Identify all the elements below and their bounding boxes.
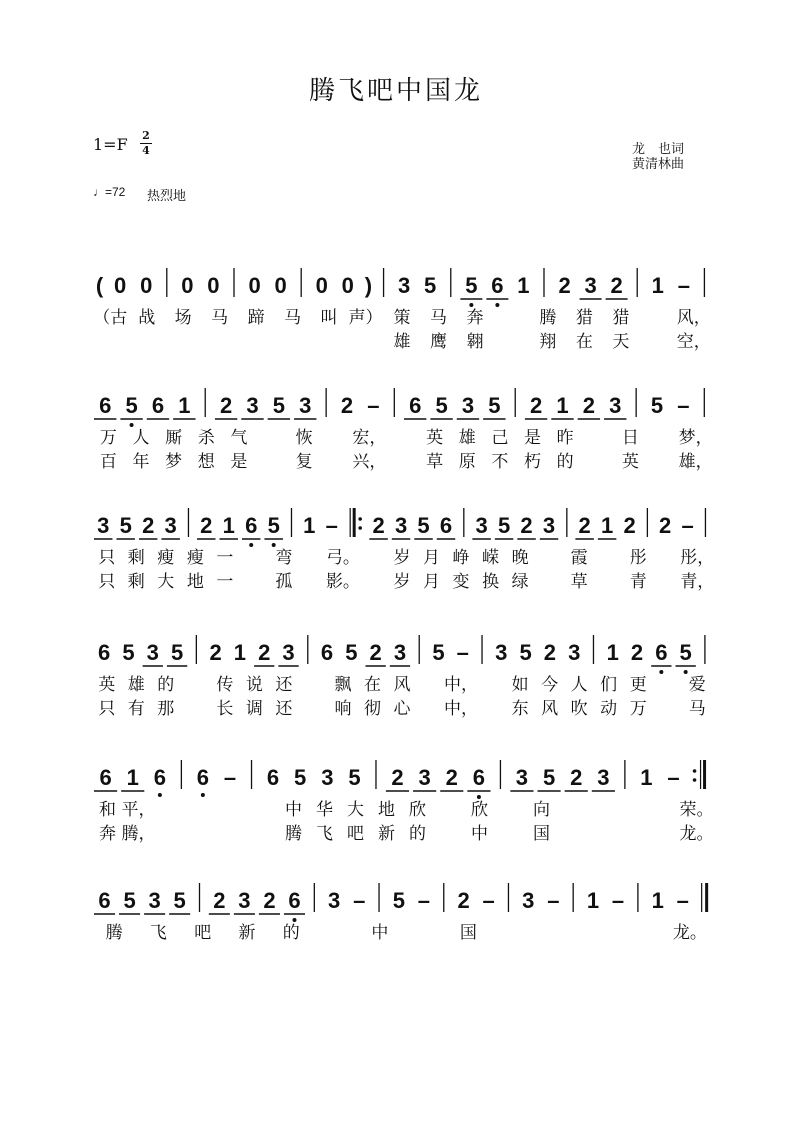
note: – bbox=[667, 765, 680, 790]
repeat-dot bbox=[358, 517, 362, 521]
lyric-char: 英 bbox=[621, 452, 639, 472]
note: 0 bbox=[140, 273, 153, 298]
lyric-char: 传 bbox=[216, 675, 234, 695]
note: 6 bbox=[196, 765, 210, 790]
lyric-char: 朽 bbox=[524, 452, 542, 472]
lyric-char: 心 bbox=[393, 699, 411, 719]
lyric-char: 还 bbox=[275, 699, 293, 719]
note: 5 bbox=[119, 513, 132, 538]
note: 2 bbox=[258, 640, 271, 665]
note: 3 bbox=[282, 640, 295, 665]
note: 3 bbox=[148, 888, 161, 913]
composer-credit: 黄清林曲 bbox=[632, 157, 685, 172]
lyric-char: 换 bbox=[482, 572, 500, 592]
note: 2 bbox=[213, 888, 226, 913]
lyric-char: 中 bbox=[371, 923, 389, 943]
lyric-char: 翔 bbox=[539, 332, 557, 352]
note: 2 bbox=[570, 765, 583, 790]
lyric-char: 剩 bbox=[127, 548, 145, 568]
note: 1 bbox=[600, 513, 614, 538]
lyric-char: 一 bbox=[216, 548, 234, 568]
lyric-char: 叫 bbox=[320, 308, 338, 328]
note: 0 bbox=[181, 273, 194, 298]
repeat-dot bbox=[358, 526, 362, 530]
lyric-char: 只 bbox=[98, 572, 116, 592]
note: 6 bbox=[245, 513, 258, 538]
lyric-char: 中 bbox=[471, 824, 488, 844]
lyric-char: 的 bbox=[556, 452, 574, 472]
note: 6 bbox=[98, 888, 111, 913]
note: 3 bbox=[299, 393, 312, 418]
lyric-char: 说 bbox=[245, 675, 263, 695]
note: 5 bbox=[392, 888, 405, 913]
lyric-char: 吧 bbox=[347, 824, 364, 844]
note: 6 bbox=[320, 640, 334, 665]
lyric-char: 不 bbox=[491, 452, 509, 472]
lyric-char: 奔 bbox=[466, 308, 484, 328]
lyric-char: 只 bbox=[98, 548, 116, 568]
lyric-char: 中， bbox=[444, 675, 479, 695]
lyric-char: 宏， bbox=[352, 428, 387, 448]
note: 2 bbox=[529, 393, 543, 418]
note: 5 bbox=[519, 640, 532, 665]
low-octave-dot bbox=[659, 670, 663, 674]
low-octave-dot bbox=[495, 303, 499, 307]
lyric-char: 人 bbox=[570, 675, 588, 695]
lyric-char: 马 bbox=[211, 308, 229, 328]
lyric-char: 月 bbox=[423, 572, 441, 592]
lyric-char: 飘 bbox=[334, 675, 352, 695]
lyric-char: 欣 bbox=[409, 800, 426, 820]
parenthesis: ) bbox=[364, 273, 373, 298]
note: 0 bbox=[274, 273, 287, 298]
lyric-char: 华 bbox=[316, 800, 333, 820]
note: 2 bbox=[142, 513, 155, 538]
note: 6 bbox=[655, 640, 668, 665]
note: 3 bbox=[495, 640, 508, 665]
note: 1 bbox=[640, 765, 653, 790]
lyric-char: 百 bbox=[99, 452, 117, 472]
lyric-char: 风 bbox=[541, 699, 559, 719]
lyric-char: 大 bbox=[347, 800, 364, 820]
lyric-char: 腾 bbox=[539, 308, 557, 328]
note: 1 bbox=[222, 513, 235, 538]
note: 5 bbox=[424, 273, 437, 298]
lyric-char: 日 bbox=[621, 428, 639, 448]
note: 2 bbox=[457, 888, 470, 913]
note: 0 bbox=[248, 273, 261, 298]
lyric-char: 气 bbox=[230, 428, 248, 448]
lyric-char: 英 bbox=[426, 428, 444, 448]
note: 2 bbox=[630, 640, 644, 665]
lyric-char: 鹰 bbox=[429, 332, 447, 352]
lyric-char: 的 bbox=[157, 675, 175, 695]
lyric-char: 兴， bbox=[352, 452, 387, 472]
lyric-char: 龙。 bbox=[679, 824, 714, 844]
lyric-char: 想 bbox=[197, 452, 215, 472]
note: 3 bbox=[609, 393, 622, 418]
note: 3 bbox=[394, 513, 408, 538]
lyric-char: 更 bbox=[629, 675, 647, 695]
note: – bbox=[456, 640, 469, 665]
note: 2 bbox=[200, 513, 213, 538]
note: 1 bbox=[517, 273, 530, 298]
note: 5 bbox=[294, 765, 307, 790]
note: 2 bbox=[623, 513, 636, 538]
lyric-char: 雄， bbox=[678, 452, 713, 472]
note: 5 bbox=[272, 393, 286, 418]
note: 6 bbox=[151, 393, 165, 418]
lyric-char: 风， bbox=[676, 308, 711, 328]
note: 3 bbox=[475, 513, 488, 538]
note: 3 bbox=[515, 765, 529, 790]
note: 1 bbox=[233, 640, 247, 665]
lyric-char: 和 bbox=[99, 800, 116, 820]
note: 5 bbox=[679, 640, 692, 665]
lyric-char: 瘦 bbox=[186, 548, 204, 568]
note: 3 bbox=[238, 888, 251, 913]
note: 3 bbox=[97, 513, 110, 538]
lyric-char: 一 bbox=[216, 572, 234, 592]
lyric-char: 地 bbox=[378, 800, 395, 820]
note: 2 bbox=[578, 513, 591, 538]
lyric-char: 向 bbox=[533, 800, 550, 820]
lyric-char: 雄 bbox=[393, 332, 411, 352]
lyric-char: 草 bbox=[570, 572, 588, 592]
lyric-char: 猎 bbox=[575, 308, 593, 328]
note: 2 bbox=[209, 640, 222, 665]
note: 5 bbox=[123, 888, 136, 913]
note: 6 bbox=[266, 765, 280, 790]
lyric-char: 在 bbox=[575, 332, 593, 352]
low-octave-dot bbox=[272, 543, 276, 547]
lyric-char: 如 bbox=[511, 675, 529, 695]
note: 6 bbox=[491, 273, 504, 298]
lyric-char: 原 bbox=[458, 452, 476, 472]
tempo-value: =72 bbox=[105, 185, 126, 199]
low-octave-dot bbox=[130, 423, 134, 427]
lyric-char: 新 bbox=[378, 824, 395, 844]
lyric-char: 彻 bbox=[363, 699, 381, 719]
note: 5 bbox=[345, 640, 358, 665]
note: 3 bbox=[146, 640, 159, 665]
note: – bbox=[547, 888, 560, 913]
note: 5 bbox=[170, 640, 184, 665]
lyric-char: 马 bbox=[688, 699, 706, 719]
lyric-char: 马 bbox=[429, 308, 447, 328]
lyric-char: 荣。 bbox=[679, 800, 714, 820]
lyric-char: 中 bbox=[285, 800, 302, 820]
lyric-char: （古 bbox=[93, 308, 128, 328]
lyric-char: 变 bbox=[452, 572, 470, 592]
lyric-char: 是 bbox=[524, 428, 542, 448]
note: 0 bbox=[114, 273, 127, 298]
note: 2 bbox=[445, 765, 458, 790]
note: 1 bbox=[651, 888, 664, 913]
note: 5 bbox=[650, 393, 664, 418]
lyric-char: 腾 bbox=[285, 824, 302, 844]
note: 1 bbox=[303, 513, 316, 538]
lyric-char: 嵘 bbox=[482, 548, 500, 568]
lyric-char: 空， bbox=[676, 332, 711, 352]
note: 3 bbox=[164, 513, 177, 538]
note: 0 bbox=[315, 273, 328, 298]
note: 1 bbox=[556, 393, 569, 418]
note: 2 bbox=[520, 513, 533, 538]
lyric-char: 的 bbox=[282, 923, 300, 943]
note: 6 bbox=[99, 765, 112, 790]
note: 6 bbox=[99, 393, 112, 418]
lyric-char: 彤， bbox=[680, 548, 715, 568]
note: 2 bbox=[543, 640, 557, 665]
lyric-char: 岁 bbox=[393, 548, 411, 568]
note: 1 bbox=[651, 273, 664, 298]
lyric-char: 万 bbox=[99, 428, 117, 448]
lyric-char: 调 bbox=[245, 699, 263, 719]
note: 1 bbox=[178, 393, 191, 418]
lyric-char: 风 bbox=[393, 675, 411, 695]
lyric-char: 复 bbox=[295, 452, 313, 472]
lyric-char: 厮 bbox=[165, 428, 183, 448]
lyric-char: 东 bbox=[511, 699, 529, 719]
note: 2 bbox=[558, 273, 571, 298]
lyric-char: 青 bbox=[629, 572, 647, 592]
low-octave-dot bbox=[201, 793, 205, 797]
lyric-char: 响 bbox=[334, 699, 352, 719]
lyric-char: 彤 bbox=[629, 548, 647, 568]
low-octave-dot bbox=[158, 793, 162, 797]
lyric-char: 杀 bbox=[197, 428, 215, 448]
note: 3 bbox=[246, 393, 259, 418]
lyric-char: 动 bbox=[600, 699, 618, 719]
note: 3 bbox=[568, 640, 581, 665]
repeat-dot bbox=[693, 769, 697, 773]
note: 2 bbox=[340, 393, 354, 418]
lyric-char: 梦， bbox=[678, 428, 713, 448]
lyric-char: 吹 bbox=[570, 699, 588, 719]
lyric-char: 策 bbox=[393, 308, 411, 328]
lyric-char: 瘦 bbox=[157, 548, 175, 568]
low-octave-dot bbox=[469, 303, 473, 307]
song-title: 腾飞吧中国龙 bbox=[308, 76, 483, 106]
note: 2 bbox=[219, 393, 233, 418]
lyric-char: 战 bbox=[138, 308, 156, 328]
note: 6 bbox=[472, 765, 486, 790]
lyric-char: 马 bbox=[284, 308, 302, 328]
low-octave-dot bbox=[292, 918, 296, 922]
note: 6 bbox=[409, 393, 422, 418]
lyric-char: 雄 bbox=[458, 428, 476, 448]
lyric-char: 腾， bbox=[121, 824, 156, 844]
lyric-char: 翱 bbox=[466, 332, 484, 352]
lyric-char: 场 bbox=[174, 308, 192, 328]
lyric-char: 万 bbox=[629, 699, 647, 719]
lyric-char: 绿 bbox=[511, 572, 529, 592]
lyric-char: 长 bbox=[216, 699, 234, 719]
note: – bbox=[681, 513, 694, 538]
note: 5 bbox=[465, 273, 478, 298]
note: 3 bbox=[597, 765, 610, 790]
note: 5 bbox=[497, 513, 511, 538]
note: – bbox=[367, 393, 380, 418]
note: 5 bbox=[488, 393, 501, 418]
lyric-char: 奔 bbox=[99, 824, 116, 844]
note: 2 bbox=[263, 888, 276, 913]
lyric-char: 飞 bbox=[149, 923, 167, 943]
note: 5 bbox=[125, 393, 138, 418]
lyric-char: 雄 bbox=[127, 675, 145, 695]
note: 6 bbox=[98, 640, 111, 665]
low-octave-dot bbox=[249, 543, 253, 547]
lyric-char: 龙。 bbox=[672, 923, 707, 943]
lyric-char: 孤 bbox=[275, 572, 293, 592]
expression-marking: 热烈地 bbox=[147, 189, 187, 204]
low-octave-dot bbox=[477, 795, 481, 799]
note: – bbox=[417, 888, 431, 913]
note: 6 bbox=[153, 765, 167, 790]
time-numerator: 2 bbox=[142, 129, 150, 142]
note: 5 bbox=[122, 640, 135, 665]
note: 5 bbox=[435, 393, 448, 418]
lyric-char: 弯 bbox=[275, 548, 293, 568]
note: – bbox=[353, 888, 366, 913]
lyric-char: 大 bbox=[157, 572, 175, 592]
lyric-char: 天 bbox=[612, 332, 630, 352]
lyric-char: 弓。 bbox=[325, 548, 360, 568]
lyric-char: 的 bbox=[409, 824, 426, 844]
note: 5 bbox=[417, 513, 430, 538]
parenthesis: ( bbox=[95, 273, 104, 298]
note: 3 bbox=[461, 393, 475, 418]
lyric-char: 新 bbox=[238, 923, 256, 943]
lyric-char: 在 bbox=[363, 675, 381, 695]
time-denominator: 4 bbox=[142, 144, 150, 157]
lyric-char: 恢 bbox=[295, 428, 313, 448]
lyric-char: 剩 bbox=[127, 572, 145, 592]
note: 3 bbox=[584, 273, 597, 298]
lyric-char: 还 bbox=[275, 675, 293, 695]
lyric-char: 国 bbox=[533, 824, 550, 844]
lyric-char: 岁 bbox=[393, 572, 411, 592]
note: – bbox=[482, 888, 495, 913]
note: 1 bbox=[586, 888, 600, 913]
low-octave-dot bbox=[684, 670, 688, 674]
note: 2 bbox=[391, 765, 404, 790]
note: 6 bbox=[288, 888, 301, 913]
note: 5 bbox=[348, 765, 361, 790]
lyric-char: 峥 bbox=[452, 548, 470, 568]
note: 3 bbox=[328, 888, 341, 913]
note: 5 bbox=[267, 513, 280, 538]
lyricist-credit: 龙 也词 bbox=[632, 142, 685, 157]
lyric-char: 那 bbox=[157, 699, 175, 719]
lyric-char: 英 bbox=[98, 675, 116, 695]
note: 2 bbox=[582, 393, 596, 418]
lyric-char: 吧 bbox=[194, 923, 212, 943]
note: 0 bbox=[207, 273, 220, 298]
note: 3 bbox=[321, 765, 334, 790]
lyric-char: 己 bbox=[491, 428, 509, 448]
note: – bbox=[325, 513, 338, 538]
note: – bbox=[677, 273, 690, 298]
lyric-char: 爱 bbox=[688, 675, 706, 695]
lyric-char: 梦 bbox=[165, 452, 183, 472]
note: 1 bbox=[126, 765, 139, 790]
note: – bbox=[223, 765, 237, 790]
note: – bbox=[611, 888, 625, 913]
lyric-char: 霞 bbox=[570, 548, 588, 568]
lyric-char: 今 bbox=[541, 675, 559, 695]
note: 5 bbox=[173, 888, 186, 913]
repeat-dot bbox=[693, 778, 697, 782]
lyric-char: 月 bbox=[423, 548, 441, 568]
note: 3 bbox=[418, 765, 431, 790]
note: 2 bbox=[659, 513, 672, 538]
note: 3 bbox=[398, 273, 411, 298]
lyric-char: 中， bbox=[444, 699, 479, 719]
lyric-char: 平， bbox=[121, 800, 156, 820]
note: 0 bbox=[341, 273, 354, 298]
lyric-char: 影。 bbox=[325, 572, 360, 592]
lyric-char: 蹄 bbox=[247, 308, 265, 328]
note: 2 bbox=[372, 513, 385, 538]
note: – bbox=[676, 888, 689, 913]
note: 1 bbox=[606, 640, 619, 665]
lyric-char: 草 bbox=[426, 452, 444, 472]
note: 3 bbox=[542, 513, 556, 538]
lyric-char: 有 bbox=[127, 699, 145, 719]
note: 2 bbox=[369, 640, 382, 665]
lyric-char: 人 bbox=[132, 428, 150, 448]
lyric-char: 是 bbox=[230, 452, 248, 472]
lyric-char: 声） bbox=[348, 308, 383, 328]
lyric-char: 腾 bbox=[105, 923, 123, 943]
note: 6 bbox=[439, 513, 453, 538]
lyric-char: 飞 bbox=[316, 824, 333, 844]
lyric-char: 国 bbox=[459, 923, 477, 943]
lyric-char: 欣 bbox=[471, 800, 488, 820]
key-signature: 1=F bbox=[93, 135, 128, 154]
lyric-char: 地 bbox=[186, 572, 204, 592]
note: – bbox=[677, 393, 690, 418]
lyric-char: 猎 bbox=[612, 308, 630, 328]
lyric-char: 晚 bbox=[511, 548, 529, 568]
note: 5 bbox=[432, 640, 445, 665]
note: 5 bbox=[542, 765, 556, 790]
lyric-char: 们 bbox=[600, 675, 618, 695]
lyric-char: 青， bbox=[680, 572, 715, 592]
quarter-note-icon: ♩ bbox=[93, 185, 105, 199]
lyric-char: 只 bbox=[98, 699, 116, 719]
lyric-char: 昨 bbox=[556, 428, 574, 448]
note: 2 bbox=[610, 273, 623, 298]
lyric-char: 年 bbox=[132, 452, 150, 472]
note: 3 bbox=[393, 640, 407, 665]
note: 3 bbox=[522, 888, 535, 913]
